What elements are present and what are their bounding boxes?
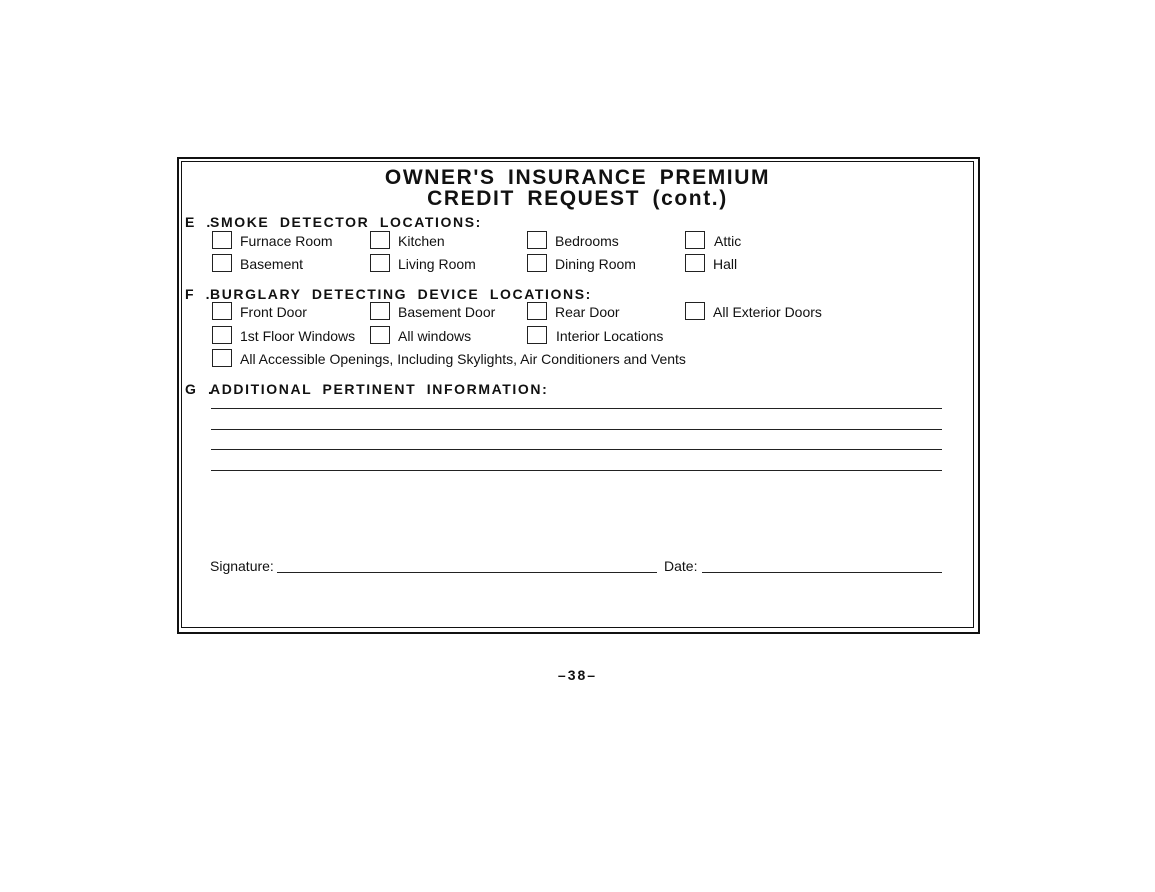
label-basement: Basement xyxy=(240,256,304,272)
additional-info-line-3[interactable] xyxy=(211,449,942,450)
section-f-title: BURGLARY DETECTING DEVICE LOCATIONS: xyxy=(210,286,592,302)
section-g-heading xyxy=(185,381,548,397)
date-line[interactable] xyxy=(702,572,942,573)
checkbox-furnace-room[interactable] xyxy=(212,231,232,249)
section-f-heading xyxy=(185,286,592,302)
section-g-letter: G . xyxy=(185,381,214,397)
section-e-letter: E . xyxy=(185,214,212,230)
checkbox-all-windows[interactable] xyxy=(370,326,390,344)
checkbox-kitchen[interactable] xyxy=(370,231,390,249)
checkbox-basement[interactable] xyxy=(212,254,232,272)
additional-info-line-2[interactable] xyxy=(211,429,942,430)
additional-info-line-1[interactable] xyxy=(211,408,942,409)
label-attic: Attic xyxy=(714,233,742,249)
checkbox-interior-locations[interactable] xyxy=(527,326,547,344)
label-front-door: Front Door xyxy=(240,304,307,320)
page-number: –38– xyxy=(557,667,598,683)
checkbox-bedrooms[interactable] xyxy=(527,231,547,249)
section-f-letter: F . xyxy=(185,286,212,302)
checkbox-dining-room[interactable] xyxy=(527,254,547,272)
label-living-room: Living Room xyxy=(398,256,476,272)
label-bedrooms: Bedrooms xyxy=(555,233,619,249)
label-furnace-room: Furnace Room xyxy=(240,233,333,249)
checkbox-basement-door[interactable] xyxy=(370,302,390,320)
label-all-accessible-openings: All Accessible Openings, Including Skylights, Air Conditioners and Vents xyxy=(240,351,686,367)
checkbox-living-room[interactable] xyxy=(370,254,390,272)
label-hall: Hall xyxy=(713,256,738,272)
checkbox-hall[interactable] xyxy=(685,254,705,272)
date-label: Date: xyxy=(664,558,698,574)
checkbox-attic[interactable] xyxy=(685,231,705,249)
section-g-title: ADDITIONAL PERTINENT INFORMATION: xyxy=(210,381,549,397)
label-rear-door: Rear Door xyxy=(555,304,620,320)
form-title-line-2: CREDIT REQUEST (cont.) xyxy=(427,187,728,210)
signature-label: Signature: xyxy=(210,558,274,574)
form-title-line-1: OWNER'S INSURANCE PREMIUM xyxy=(384,166,771,189)
checkbox-all-accessible-openings[interactable] xyxy=(212,349,232,367)
checkbox-1st-floor-windows[interactable] xyxy=(212,326,232,344)
label-kitchen: Kitchen xyxy=(398,233,445,249)
label-basement-door: Basement Door xyxy=(398,304,496,320)
section-e-heading xyxy=(185,214,482,230)
checkbox-rear-door[interactable] xyxy=(527,302,547,320)
label-dining-room: Dining Room xyxy=(555,256,636,272)
label-all-exterior-doors: All Exterior Doors xyxy=(713,304,822,320)
section-e-title: SMOKE DETECTOR LOCATIONS: xyxy=(210,214,482,230)
checkbox-front-door[interactable] xyxy=(212,302,232,320)
label-interior-locations: Interior Locations xyxy=(556,328,664,344)
label-all-windows: All windows xyxy=(398,328,472,344)
label-1st-floor-windows: 1st Floor Windows xyxy=(240,328,356,344)
additional-info-line-4[interactable] xyxy=(211,470,942,471)
checkbox-all-exterior-doors[interactable] xyxy=(685,302,705,320)
signature-line[interactable] xyxy=(277,572,657,573)
